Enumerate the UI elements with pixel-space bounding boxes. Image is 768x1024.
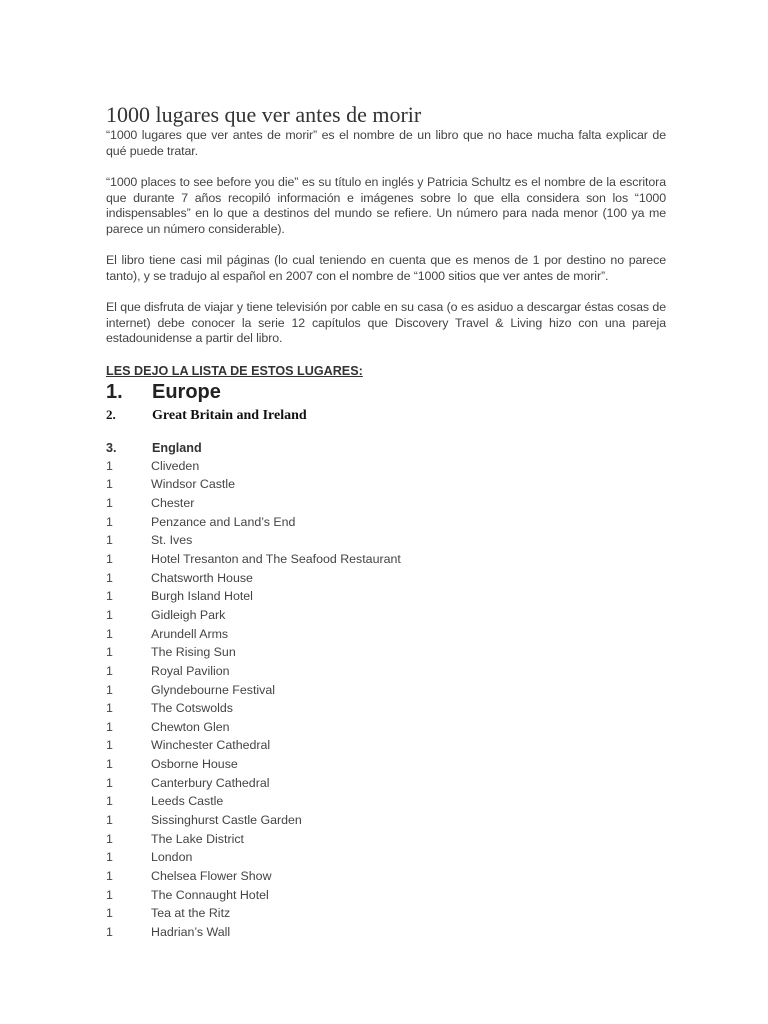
list-item <box>106 494 666 513</box>
heading-level3-number: 3. <box>106 440 117 455</box>
list-item-number: 1 <box>106 794 113 809</box>
list-heading: LES DEJO LA LISTA DE ESTOS LUGARES: <box>106 363 363 378</box>
paragraph-tv-series: El que disfruta de viajar y tiene televisión por cable en su casa (o es asiduo a descargar éstas cosas de internet) debe conocer la serie 12 capítulos que Discovery Travel & Living hizo con una pareja estadounidense a partir del libro. <box>106 300 666 345</box>
list-item <box>106 773 666 792</box>
list-item-text: Winchester Cathedral <box>151 738 271 753</box>
list-item-number: 1 <box>106 626 113 641</box>
heading-level3-text: England <box>152 440 202 455</box>
list-item-text: The Rising Sun <box>151 645 236 660</box>
list-item-text: Hotel Tresanton and The Seafood Restaurant <box>151 552 401 567</box>
list-item-text: Penzance and Land’s End <box>151 514 296 529</box>
list-item-text: The Connaught Hotel <box>151 887 269 902</box>
list-item-number: 1 <box>106 775 113 790</box>
list-item-text: Royal Pavilion <box>151 663 230 678</box>
list-item-text: Hadrian’s Wall <box>151 924 231 939</box>
list-item <box>106 662 666 681</box>
list-item <box>106 811 666 830</box>
list-item-text: Arundell Arms <box>151 626 229 641</box>
list-item-text: Leeds Castle <box>151 794 224 809</box>
list-item <box>106 680 666 699</box>
list-item-number: 1 <box>106 645 113 660</box>
list-item-number: 1 <box>106 924 113 939</box>
list-item-number: 1 <box>106 458 113 473</box>
list-item <box>106 717 666 736</box>
list-item <box>106 867 666 886</box>
list-item <box>106 923 666 942</box>
list-item-text: Chester <box>151 496 195 511</box>
list-item <box>106 587 666 606</box>
list-item-text: The Lake District <box>151 831 244 846</box>
list-item <box>106 736 666 755</box>
places-list <box>106 457 666 942</box>
list-item-text: Canterbury Cathedral <box>151 775 270 790</box>
list-item-text: St. Ives <box>151 533 193 548</box>
list-item-number: 1 <box>106 719 113 734</box>
list-item-number: 1 <box>106 757 113 772</box>
list-item-text: Chewton Glen <box>151 719 230 734</box>
list-item-number: 1 <box>106 868 113 883</box>
list-item <box>106 512 666 531</box>
paragraph-intro: “1000 lugares que ver antes de morir” es el nombre de un libro que no hace mucha falta explicar de qué puede tratar. <box>106 128 666 158</box>
list-item <box>106 792 666 811</box>
list-item-text: Chelsea Flower Show <box>151 868 272 883</box>
list-item-number: 1 <box>106 887 113 902</box>
heading-level1-text: Europe <box>152 380 221 403</box>
list-item-text: Osborne House <box>151 757 238 772</box>
list-item-number: 1 <box>106 812 113 827</box>
list-item <box>106 624 666 643</box>
list-item <box>106 643 666 662</box>
list-item <box>106 904 666 923</box>
list-item-text: Windsor Castle <box>151 477 236 492</box>
list-item-text: Cliveden <box>151 458 200 473</box>
paragraph-english-title: “1000 places to see before you die” es su título en inglés y Patricia Schultz es el nombre de la escritora que durante 7 años recopiló información e imágenes sobre lo que ella considera son los “1000 indispensables” en lo que a destinos del mundo se refiere. Un número para nada menor (100 ya me parece un número considerable). <box>106 175 666 236</box>
heading-level2-number: 2. <box>106 406 116 422</box>
list-item-number: 1 <box>106 906 113 921</box>
list-item-number: 1 <box>106 589 113 604</box>
list-item-number: 1 <box>106 850 113 865</box>
list-item-number: 1 <box>106 607 113 622</box>
list-item-text: Glyndebourne Festival <box>151 682 275 697</box>
list-item-number: 1 <box>106 514 113 529</box>
list-item-number: 1 <box>106 477 113 492</box>
list-item-number: 1 <box>106 701 113 716</box>
list-item-number: 1 <box>106 663 113 678</box>
document-page <box>106 102 666 941</box>
list-item-number: 1 <box>106 831 113 846</box>
list-item <box>106 606 666 625</box>
list-item-text: Chatsworth House <box>151 570 253 585</box>
paragraph-book-pages: El libro tiene casi mil páginas (lo cual teniendo en cuenta que es menos de 1 por destino no parece tanto), y se tradujo al español en 2007 con el nombre de “1000 sitios que ver antes de morir”. <box>106 253 666 283</box>
document-title: 1000 lugares que ver antes de morir <box>106 102 422 127</box>
list-item-number: 1 <box>106 533 113 548</box>
list-item-number: 1 <box>106 682 113 697</box>
list-item <box>106 531 666 550</box>
heading-level2 <box>106 407 666 427</box>
list-item <box>106 755 666 774</box>
list-item-text: Sissinghurst Castle Garden <box>151 812 302 827</box>
list-item-number: 1 <box>106 738 113 753</box>
list-item <box>106 457 666 476</box>
list-item-number: 1 <box>106 570 113 585</box>
list-item <box>106 550 666 569</box>
heading-level1-number: 1. <box>106 380 123 403</box>
list-item-number: 1 <box>106 496 113 511</box>
list-item-text: Burgh Island Hotel <box>151 589 253 604</box>
list-item <box>106 568 666 587</box>
list-item-text: The Cotswolds <box>151 701 233 716</box>
list-item <box>106 475 666 494</box>
list-item <box>106 885 666 904</box>
list-item-text: London <box>151 850 193 865</box>
list-item <box>106 829 666 848</box>
heading-level2-text: Great Britain and Ireland <box>152 407 307 423</box>
heading-level3 <box>106 441 666 457</box>
heading-level1 <box>106 381 666 407</box>
list-item-number: 1 <box>106 552 113 567</box>
list-item-text: Gidleigh Park <box>151 607 226 622</box>
list-item <box>106 699 666 718</box>
list-item-text: Tea at the Ritz <box>151 906 231 921</box>
list-item <box>106 848 666 867</box>
